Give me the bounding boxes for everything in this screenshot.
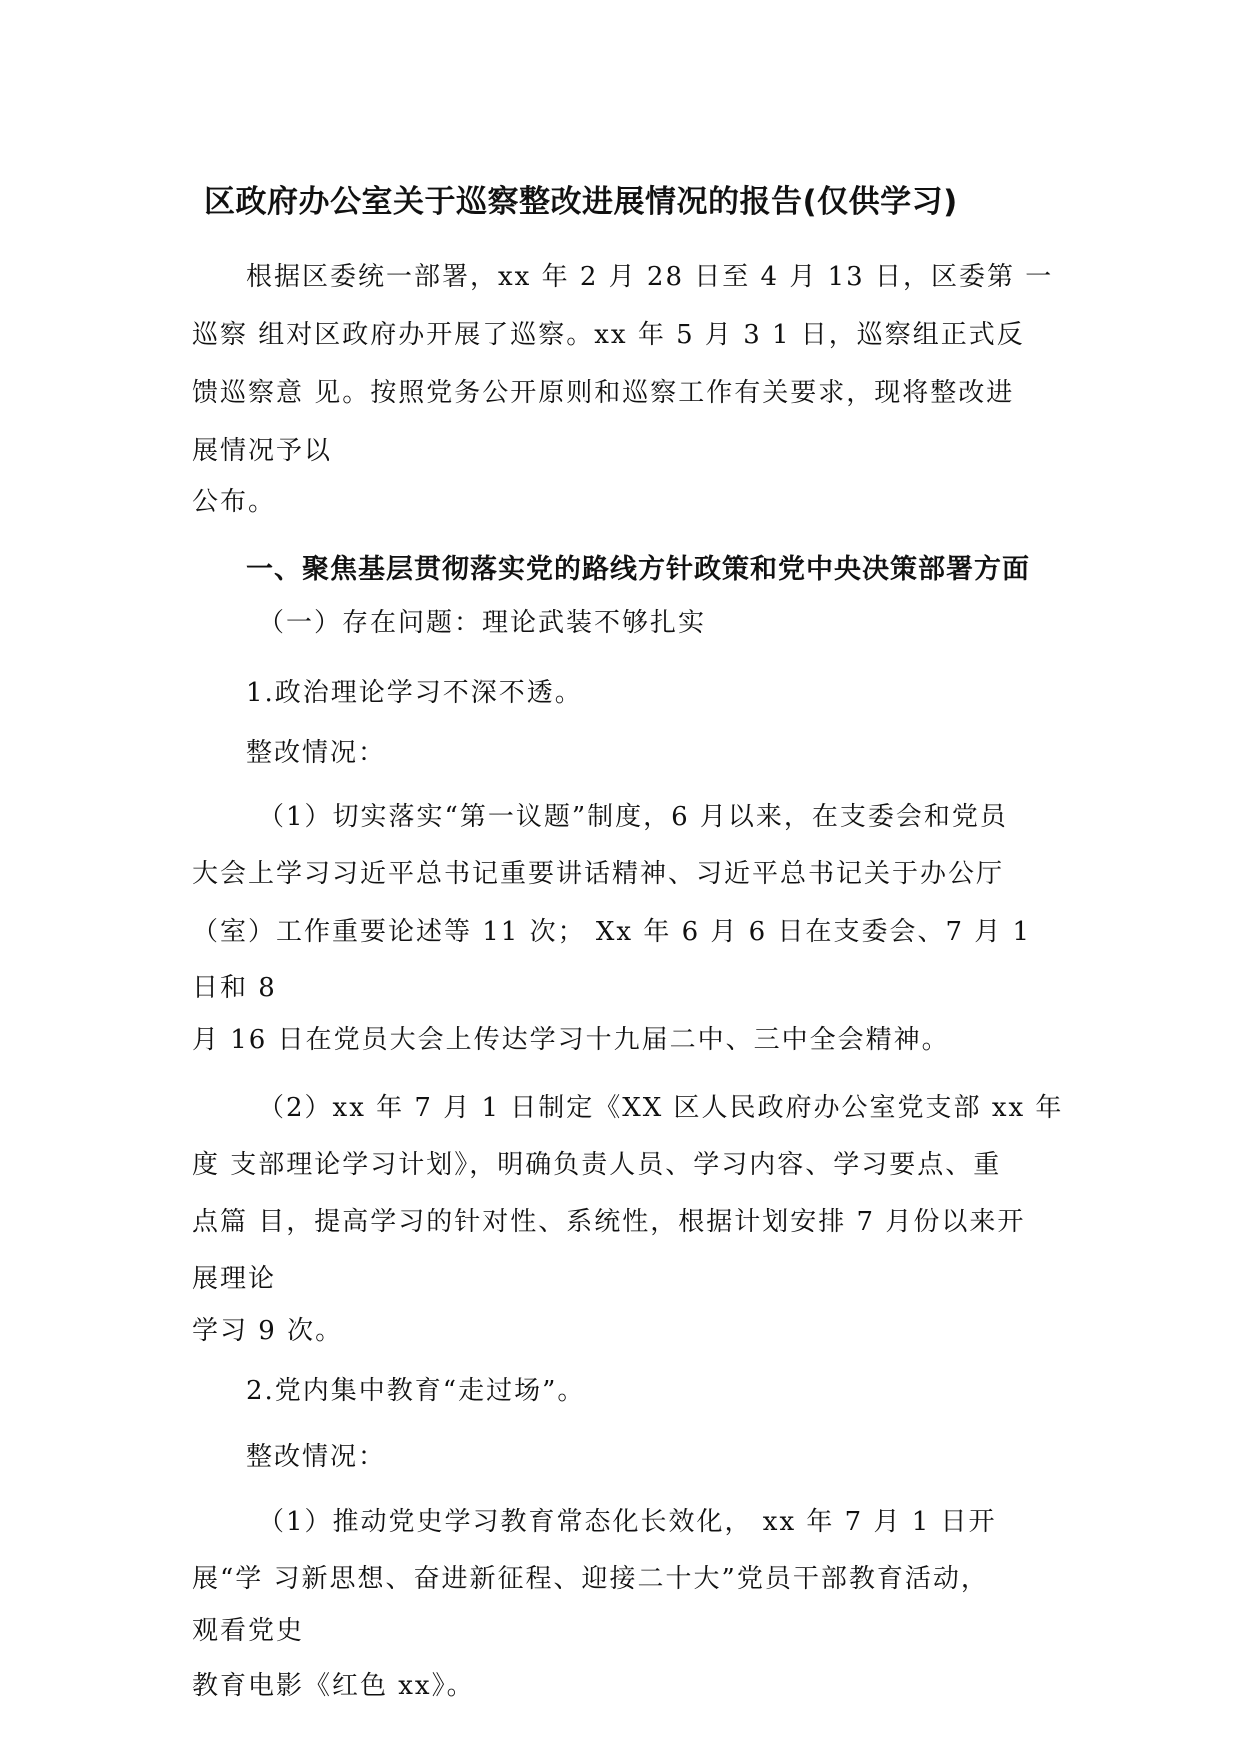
section-heading: 一、聚焦基层贯彻落实党的路线方针政策和党中央决策部署方面 xyxy=(246,554,1030,585)
body-line: 大会上学习习近平总书记重要讲话精神、习近平总书记关于办公厅 xyxy=(192,859,1005,889)
body-line: 巡察 组对区政府办开展了巡察。xx 年 5 月 3 1 日，巡察组正式反 xyxy=(192,320,1025,350)
body-line: 度 支部理论学习计划》，明确负责人员、学习内容、学习要点、重 xyxy=(192,1150,1002,1180)
body-line: 月 16 日在党员大会上传达学习十九届二中、三中全会精神。 xyxy=(192,1025,950,1055)
body-line: 公布。 xyxy=(192,487,277,517)
body-line: 日和 8 xyxy=(192,973,277,1003)
body-line: 展情况予以 xyxy=(192,436,333,466)
body-line: （1）切实落实“第一议题”制度，6 月以来，在支委会和党员 xyxy=(258,802,1008,832)
rectification-label: 整改情况： xyxy=(246,738,387,768)
subsection-heading: （一）存在问题：理论武装不够扎实 xyxy=(258,608,707,638)
body-line: 学习 9 次。 xyxy=(192,1316,344,1346)
body-line: 观看党史 xyxy=(192,1616,305,1646)
page-title: 区政府办公室关于巡察整改进展情况的报告(仅供学习) xyxy=(204,184,958,220)
body-line: 展理论 xyxy=(192,1264,277,1294)
body-line: （1）推动党史学习教育常态化长效化， xx 年 7 月 1 日开 xyxy=(258,1507,997,1537)
item-heading: 1.政治理论学习不深不透。 xyxy=(246,678,583,708)
body-line: 根据区委统一部署，xx 年 2 月 28 日至 4 月 13 日，区委第 一 xyxy=(246,262,1054,292)
rectification-label: 整改情况： xyxy=(246,1442,387,1472)
body-line: 点篇 目，提高学习的针对性、系统性，根据计划安排 7 月份以来开 xyxy=(192,1207,1026,1237)
item-heading: 2.党内集中教育“走过场”。 xyxy=(246,1376,586,1406)
body-line: 馈巡察意 见。按照党务公开原则和巡察工作有关要求，现将整改进 xyxy=(192,378,1015,408)
body-line: 展“学 习新思想、奋进新征程、迎接二十大”党员干部教育活动， xyxy=(192,1564,989,1594)
body-line: （室）工作重要论述等 11 次； Xx 年 6 月 6 日在支委会、7 月 1 xyxy=(192,917,1032,947)
body-line: （2）xx 年 7 月 1 日制定《XX 区人民政府办公室党支部 xx 年 xyxy=(258,1093,1064,1123)
body-line: 教育电影《红色 xx》。 xyxy=(192,1671,475,1701)
